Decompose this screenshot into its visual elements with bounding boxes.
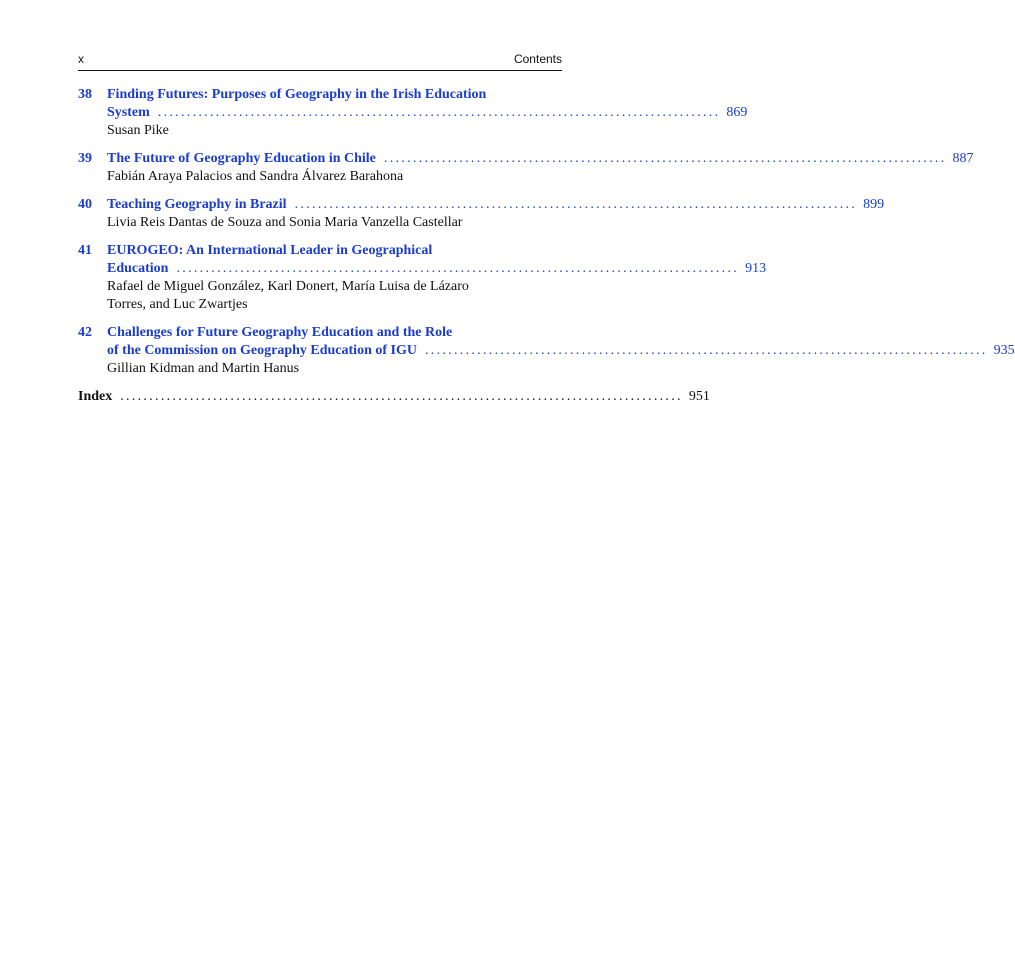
header-section-title: Contents	[513, 52, 562, 66]
toc-entry[interactable]	[78, 242, 767, 314]
chapter-number: 39	[78, 151, 92, 166]
chapter-title-line[interactable]: System	[107, 105, 150, 120]
chapter-number: 41	[78, 243, 92, 258]
toc-entry[interactable]	[78, 86, 748, 140]
chapter-title-line[interactable]: of the Commission on Geography Education of IGU	[107, 343, 417, 358]
toc-entry[interactable]	[78, 150, 974, 186]
dot-leader: .................................................................................................	[424, 343, 988, 358]
index-page-number[interactable]: 951	[688, 389, 710, 404]
chapter-authors: Gillian Kidman and Martin Hanus	[107, 361, 300, 376]
running-header	[78, 50, 562, 71]
dot-leader: .................................................................................................	[176, 261, 740, 276]
dot-leader: .................................................................................................	[383, 151, 947, 166]
dot-leader: .................................................................................................	[294, 197, 858, 212]
chapter-page-link[interactable]: 899	[863, 197, 885, 212]
chapter-authors: Rafael de Miguel González, Karl Donert, María Luisa de Lázaro	[107, 279, 469, 294]
chapter-title-line[interactable]: Finding Futures: Purposes of Geography in the Irish Education	[107, 87, 487, 102]
chapter-number: 38	[78, 87, 92, 102]
chapter-title-line[interactable]: Teaching Geography in Brazil	[107, 197, 287, 212]
chapter-title-line[interactable]: The Future of Geography Education in Chile	[107, 151, 376, 166]
chapter-title-line[interactable]: EUROGEO: An International Leader in Geographical	[107, 243, 433, 258]
toc-index-entry[interactable]	[78, 388, 710, 406]
chapter-page-link[interactable]: 869	[726, 105, 748, 120]
header-page-number: x	[78, 52, 84, 66]
chapter-number: 42	[78, 325, 92, 340]
dot-leader: .................................................................................................	[120, 389, 683, 404]
dot-leader: .................................................................................................	[157, 105, 721, 120]
table-of-contents	[78, 86, 1015, 406]
toc-entry[interactable]	[78, 324, 1015, 378]
chapter-authors: Fabián Araya Palacios and Sandra Álvarez Barahona	[107, 169, 404, 184]
chapter-number: 40	[78, 197, 92, 212]
chapter-page-link[interactable]: 887	[952, 151, 974, 166]
chapter-title-line[interactable]: Education	[107, 261, 169, 276]
chapter-authors: Torres, and Luc Zwartjes	[107, 297, 248, 312]
toc-entry[interactable]	[78, 196, 885, 232]
chapter-page-link[interactable]: 935	[993, 343, 1015, 358]
chapter-authors: Susan Pike	[107, 123, 169, 138]
index-label[interactable]: Index	[78, 389, 113, 404]
chapter-authors: Livia Reis Dantas de Souza and Sonia Maria Vanzella Castellar	[107, 215, 463, 230]
chapter-page-link[interactable]: 913	[745, 261, 767, 276]
chapter-title-line[interactable]: Challenges for Future Geography Education and the Role	[107, 325, 453, 340]
